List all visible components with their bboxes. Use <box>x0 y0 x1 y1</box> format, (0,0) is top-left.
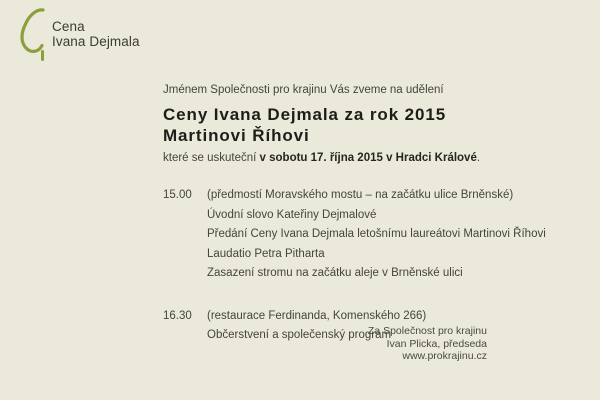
logo-line-2: Ivana Dejmala <box>52 34 140 49</box>
title-line-1: Ceny Ivana Dejmala za rok 2015 <box>163 105 447 124</box>
schedule-item: Občerstvení a společenský program <box>207 329 392 341</box>
page-title <box>163 104 563 146</box>
logo-wordmark <box>52 19 140 50</box>
signature-block <box>368 325 487 363</box>
schedule-items <box>207 186 563 284</box>
schedule-item: (restaurace Ferdinanda, Komenského 266) <box>207 309 427 322</box>
schedule-item: Zasazení stromu na začátku aleje v Brněnské ulici <box>207 267 463 279</box>
logo <box>17 7 140 61</box>
date-suffix: . <box>476 152 481 164</box>
logo-line-1: Cena <box>52 18 85 34</box>
schedule-item: Předání Ceny Ivana Dejmala letošnímu laureátovi Martinovi Říhovi <box>207 228 546 240</box>
invitation-body <box>163 84 563 346</box>
date-prefix: které se uskuteční <box>163 152 260 164</box>
website-link[interactable]: www.prokrajinu.cz <box>402 350 487 362</box>
schedule-item: Laudatio Petra Pitharta <box>207 247 325 260</box>
schedule-time: 16.30 <box>163 309 192 322</box>
date-bold: v sobotu 17. října 2015 v Hradci Králové <box>259 152 477 164</box>
schedule-time: 15.00 <box>163 189 192 201</box>
leaf-icon <box>17 7 47 61</box>
intro-line: Jménem Společnosti pro krajinu Vás zveme na udělení <box>163 84 444 96</box>
schedule-group-1630 <box>163 307 563 346</box>
schedule-group-1500 <box>163 186 563 284</box>
signature-org: Za Společnost pro krajinu <box>367 325 487 337</box>
date-line <box>163 151 563 165</box>
title-line-2: Martinovi Říhovi <box>163 126 310 145</box>
schedule-item: (předmostí Moravského mostu – na začátku ulice Brněnské) <box>207 189 514 201</box>
schedule <box>163 186 563 346</box>
signature-person: Ivan Plicka, předseda <box>386 337 487 350</box>
schedule-item: Úvodní slovo Kateřiny Dejmalové <box>207 208 377 221</box>
